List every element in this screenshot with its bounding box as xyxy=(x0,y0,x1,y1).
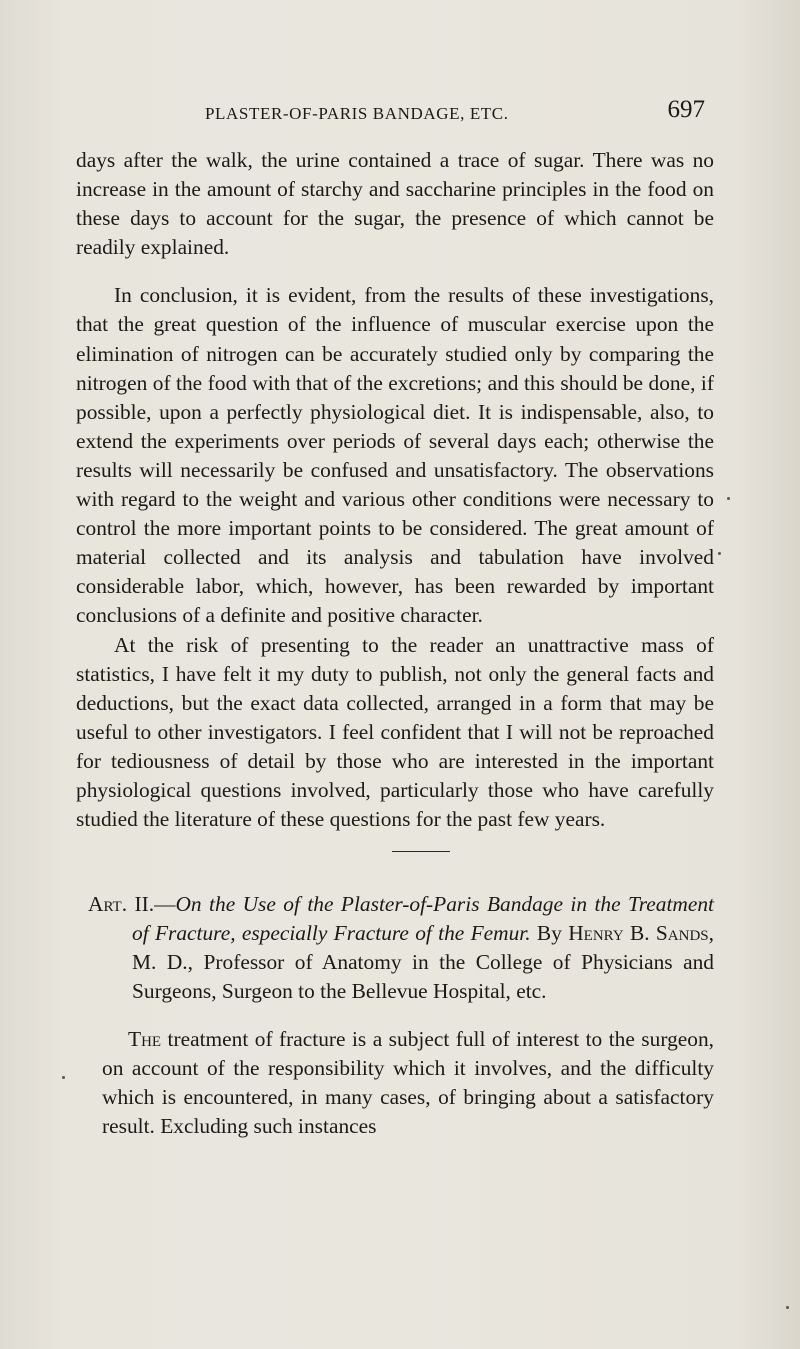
article-title: On the Use of the Plaster-of-Paris Bandage in the Treatment of Fracture, especially Fracture of the Femur. xyxy=(132,892,714,946)
article-author-suffix: , M. D., Professor of Anatomy in the College of Physicians and Surgeons, Surgeon to the Bellevue Hospital, etc. xyxy=(132,921,714,1004)
running-head xyxy=(205,96,705,130)
paragraph-conclusion: In conclusion, it is evident, from the results of these investigations, that the great question of the influence of muscular exercise upon the elimination of nitrogen can be accurately studied only by comparing the nitrogen of the food with that of the excretions; and this should be done, if possible, upon a perfectly physiological diet. It is indispensable, also, to extend the experiments over periods of several days each; otherwise the results will necessarily be confused and unsatisfactory. The observations with regard to the weight and various other conditions were necessary to control the more important points to be considered. The great amount of material collected and its analysis and tabulation have involved considerable labor, which, however, has been rewarded by important conclusions of a definite and positive character. xyxy=(76,283,714,628)
paragraph-continued: days after the walk, the urine contained a trace of sugar. There was no increase in the amount of starchy and saccharine principles in the food on these days to account for the sugar, the presence of which cannot be readily explained. xyxy=(76,148,714,260)
page-number: 697 xyxy=(667,96,705,123)
paragraph-statistics: At the risk of presenting to the reader an unattractive mass of statistics, I have felt it my duty to publish, not only the general facts and deductions, but the exact data collected, arranged in a form that may be useful to other investigators. I feel confident that I will not be reproached for tediousness of detail by those who are interested in the important physiological questions involved, particularly those who have carefully studied the literature of these questions for the past few years. xyxy=(76,632,714,832)
paragraph-lead-word: The xyxy=(128,1026,162,1051)
paper-speck xyxy=(718,552,721,555)
article-by: By xyxy=(536,921,562,946)
paper-speck xyxy=(62,1076,65,1079)
section-divider xyxy=(392,851,450,852)
running-title: PLASTER-OF-PARIS BANDAGE, ETC. xyxy=(205,104,509,123)
article-label: Art. II.— xyxy=(88,892,176,917)
paragraph-gap xyxy=(76,262,714,281)
article-author: Henry B. Sands xyxy=(568,921,709,946)
paragraph-treatment-text: treatment of fracture is a subject full of interest to the surgeon, on account of the responsibility which it involves, and the difficulty which is encountered, in many cases, of bringing about a satisfactory result. Excluding such instances xyxy=(102,1026,714,1138)
paper-speck xyxy=(786,1306,789,1309)
paragraph-treatment xyxy=(76,1025,714,1141)
paper-speck xyxy=(727,497,730,500)
article-heading xyxy=(76,890,714,1006)
body-text xyxy=(76,146,714,1141)
